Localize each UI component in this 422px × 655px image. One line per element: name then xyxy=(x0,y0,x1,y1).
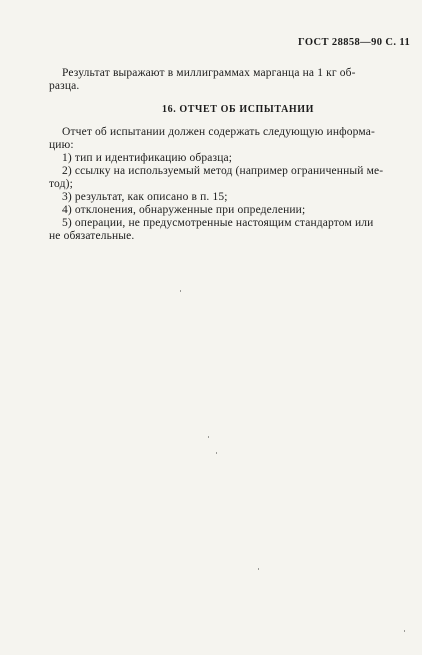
result-line-2: разца. xyxy=(49,80,80,92)
report-intro-line-1: Отчет об испытании должен содержать следующую информа- xyxy=(62,126,375,138)
report-item-1: 1) тип и идентификацию образца; xyxy=(62,152,233,164)
scan-speck xyxy=(180,290,181,292)
report-item-5-line-1: 5) операции, не предусмотренные настоящим стандартом или xyxy=(62,217,374,229)
report-item-2-line-1: 2) ссылку на используемый метод (например ограниченный ме- xyxy=(62,165,384,177)
scan-speck xyxy=(216,452,217,454)
report-item-5-line-2: не обязательные. xyxy=(49,230,135,242)
result-line-1: Результат выражают в миллиграммах марганца на 1 кг об- xyxy=(62,67,356,79)
scan-speck xyxy=(258,568,259,570)
report-item-2-line-2: тод); xyxy=(49,178,73,190)
scan-speck xyxy=(404,630,405,632)
report-intro-line-2: цию: xyxy=(49,139,74,151)
page-header: ГОСТ 28858—90 С. 11 xyxy=(298,37,411,48)
report-item-4: 4) отклонения, обнаруженные при определении; xyxy=(62,204,306,216)
section-heading: 16. ОТЧЕТ ОБ ИСПЫТАНИИ xyxy=(162,104,315,115)
scan-speck xyxy=(208,436,209,438)
report-item-3: 3) результат, как описано в п. 15; xyxy=(62,191,228,203)
